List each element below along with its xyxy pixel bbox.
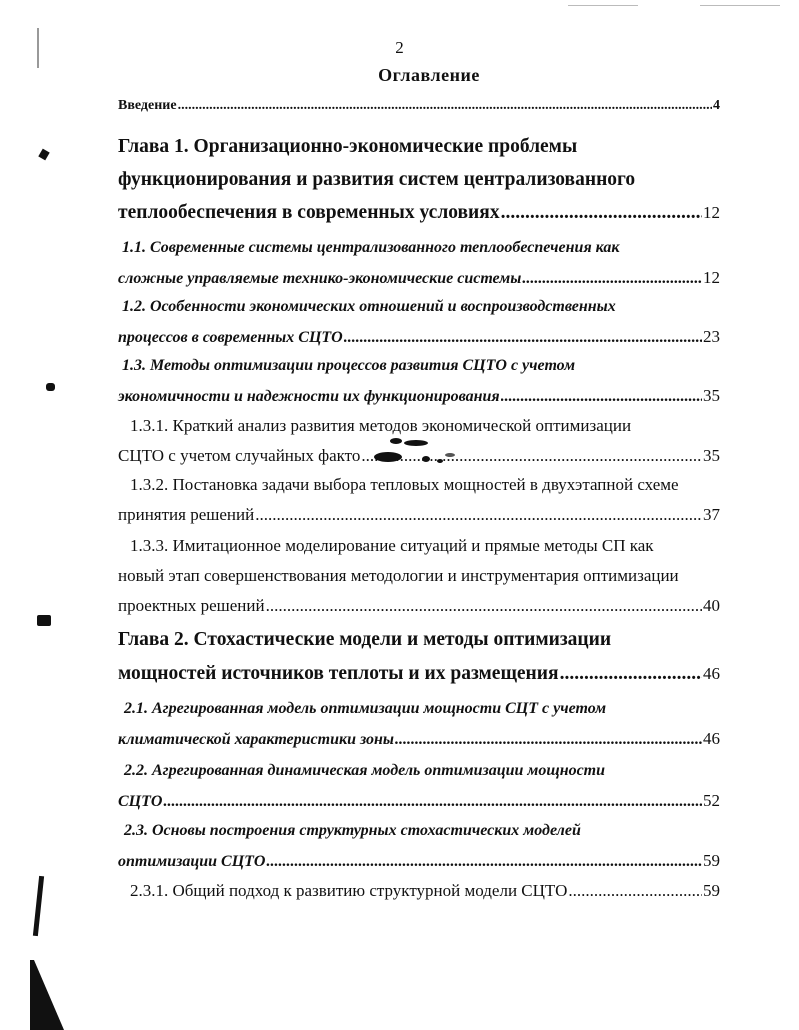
- toc-entry-label: 1.3.3. Имитационное моделирование ситуаций и прямые методы СП как: [130, 536, 654, 555]
- scan-edge-line: [700, 5, 780, 6]
- toc-page-number: 59: [703, 881, 720, 900]
- toc-entry-intro[interactable]: [118, 98, 720, 114]
- toc-page-number: 23: [703, 327, 720, 346]
- toc-entry-section-1-1[interactable]: [118, 233, 720, 294]
- toc-page-number: 46: [703, 664, 720, 683]
- toc-entry-section-2-2[interactable]: [118, 756, 720, 817]
- toc-entry-label: экономичности и надежности их функционирования: [118, 388, 500, 405]
- page-title: Оглавление: [378, 65, 480, 85]
- corner-scan-shadow: [30, 960, 70, 1030]
- leader-dots: [344, 323, 702, 353]
- toc-entry-label: процессов в современных СЦТО: [118, 329, 343, 346]
- toc-entry-label: 1.3.2. Постановка задачи выбора тепловых мощностей в двухэтапной схеме: [130, 475, 679, 494]
- toc-entry-label: принятия решений: [118, 505, 255, 524]
- toc-page-number: 59: [703, 851, 720, 870]
- leader-dots: [163, 787, 702, 817]
- toc-entry-chapter-1[interactable]: [118, 130, 720, 229]
- toc-entry-label: 1.3.1. Краткий анализ развития методов экономической оптимизации: [130, 416, 632, 435]
- toc-entry-label: СЦТО с учетом случайных факто: [118, 446, 361, 465]
- toc-page-number: 12: [703, 268, 720, 287]
- ink-smudge: [368, 435, 478, 465]
- toc-page-number: 35: [703, 446, 720, 465]
- leader-dots: [568, 876, 702, 906]
- toc-entry-label: 1.2. Особенности экономических отношений и воспроизводственных: [122, 298, 616, 315]
- toc-entry-subsection-2-3-1[interactable]: [118, 876, 720, 906]
- leader-dots: [522, 264, 702, 294]
- toc-entry-label: 1.1. Современные системы централизованного теплообеспечения как: [122, 239, 620, 256]
- leader-dots: [395, 725, 702, 755]
- toc-entry-subsection-1-3-3[interactable]: [118, 531, 720, 621]
- toc-page-number: 40: [703, 596, 720, 615]
- leader-dots: [266, 591, 702, 621]
- margin-mark: [38, 149, 49, 161]
- leader-dots: [266, 847, 702, 877]
- toc-entry-section-2-1[interactable]: [118, 694, 720, 755]
- margin-mark: [37, 615, 51, 626]
- toc-page-number: 12: [703, 203, 720, 222]
- scan-edge-line: [568, 5, 638, 6]
- leader-dots: [501, 382, 702, 412]
- toc-entry-label: новый этап совершенствования методологии и инструментария оптимизации: [118, 566, 679, 585]
- toc-entry-section-1-2[interactable]: [118, 292, 720, 353]
- leader-dots: [255, 500, 702, 530]
- toc-entry-label: теплообеспечения в современных условиях: [118, 202, 500, 223]
- page-number: 2: [395, 38, 404, 57]
- toc-entry-section-1-3[interactable]: [118, 351, 720, 412]
- toc-entry-label: сложные управляемые технико-экономические системы: [118, 270, 522, 287]
- margin-mark: [33, 876, 44, 936]
- toc-page-number: 35: [703, 386, 720, 405]
- toc-entry-subsection-1-3-2[interactable]: [118, 470, 720, 530]
- toc-entry-label: 2.3.1. Общий подход к развитию структурной модели СЦТО: [130, 881, 568, 900]
- leader-dots: [178, 98, 712, 114]
- toc-entry-label: СЦТО: [118, 793, 163, 810]
- toc-entry-label: климатической характеристики зоны: [118, 731, 395, 748]
- toc-page-number: 46: [703, 729, 720, 748]
- toc-page-number: 37: [703, 505, 720, 524]
- toc-entry-label: Глава 2. Стохастические модели и методы оптимизации: [118, 629, 612, 650]
- toc-entry-label: проектных решений: [118, 596, 265, 615]
- toc-entry-label: Введение: [118, 98, 177, 113]
- leader-dots: [501, 196, 702, 229]
- toc-page-number: 4: [713, 98, 720, 113]
- toc-entry-label: оптимизации СЦТО: [118, 853, 266, 870]
- toc-entry-label: мощностей источников теплоты и их размещения: [118, 663, 559, 684]
- toc-entry-label: 2.3. Основы построения структурных стохастических моделей: [124, 822, 581, 839]
- toc-entry-label: 2.2. Агрегированная динамическая модель оптимизации мощности: [124, 762, 606, 779]
- leader-dots: [560, 657, 702, 691]
- toc-entry-chapter-2[interactable]: [118, 623, 720, 691]
- toc-entry-section-2-3[interactable]: [118, 816, 720, 877]
- toc-entry-label: 2.1. Агрегированная модель оптимизации мощности СЦТ с учетом: [124, 700, 607, 717]
- toc-entry-label: Глава 1. Организационно-экономические проблемы: [118, 136, 578, 157]
- toc-entry-label: 1.3. Методы оптимизации процессов развития СЦТО с учетом: [122, 357, 576, 374]
- toc-page-number: 52: [703, 791, 720, 810]
- toc-entry-label: функционирования и развития систем централизованного: [118, 169, 636, 190]
- margin-mark: [46, 383, 55, 391]
